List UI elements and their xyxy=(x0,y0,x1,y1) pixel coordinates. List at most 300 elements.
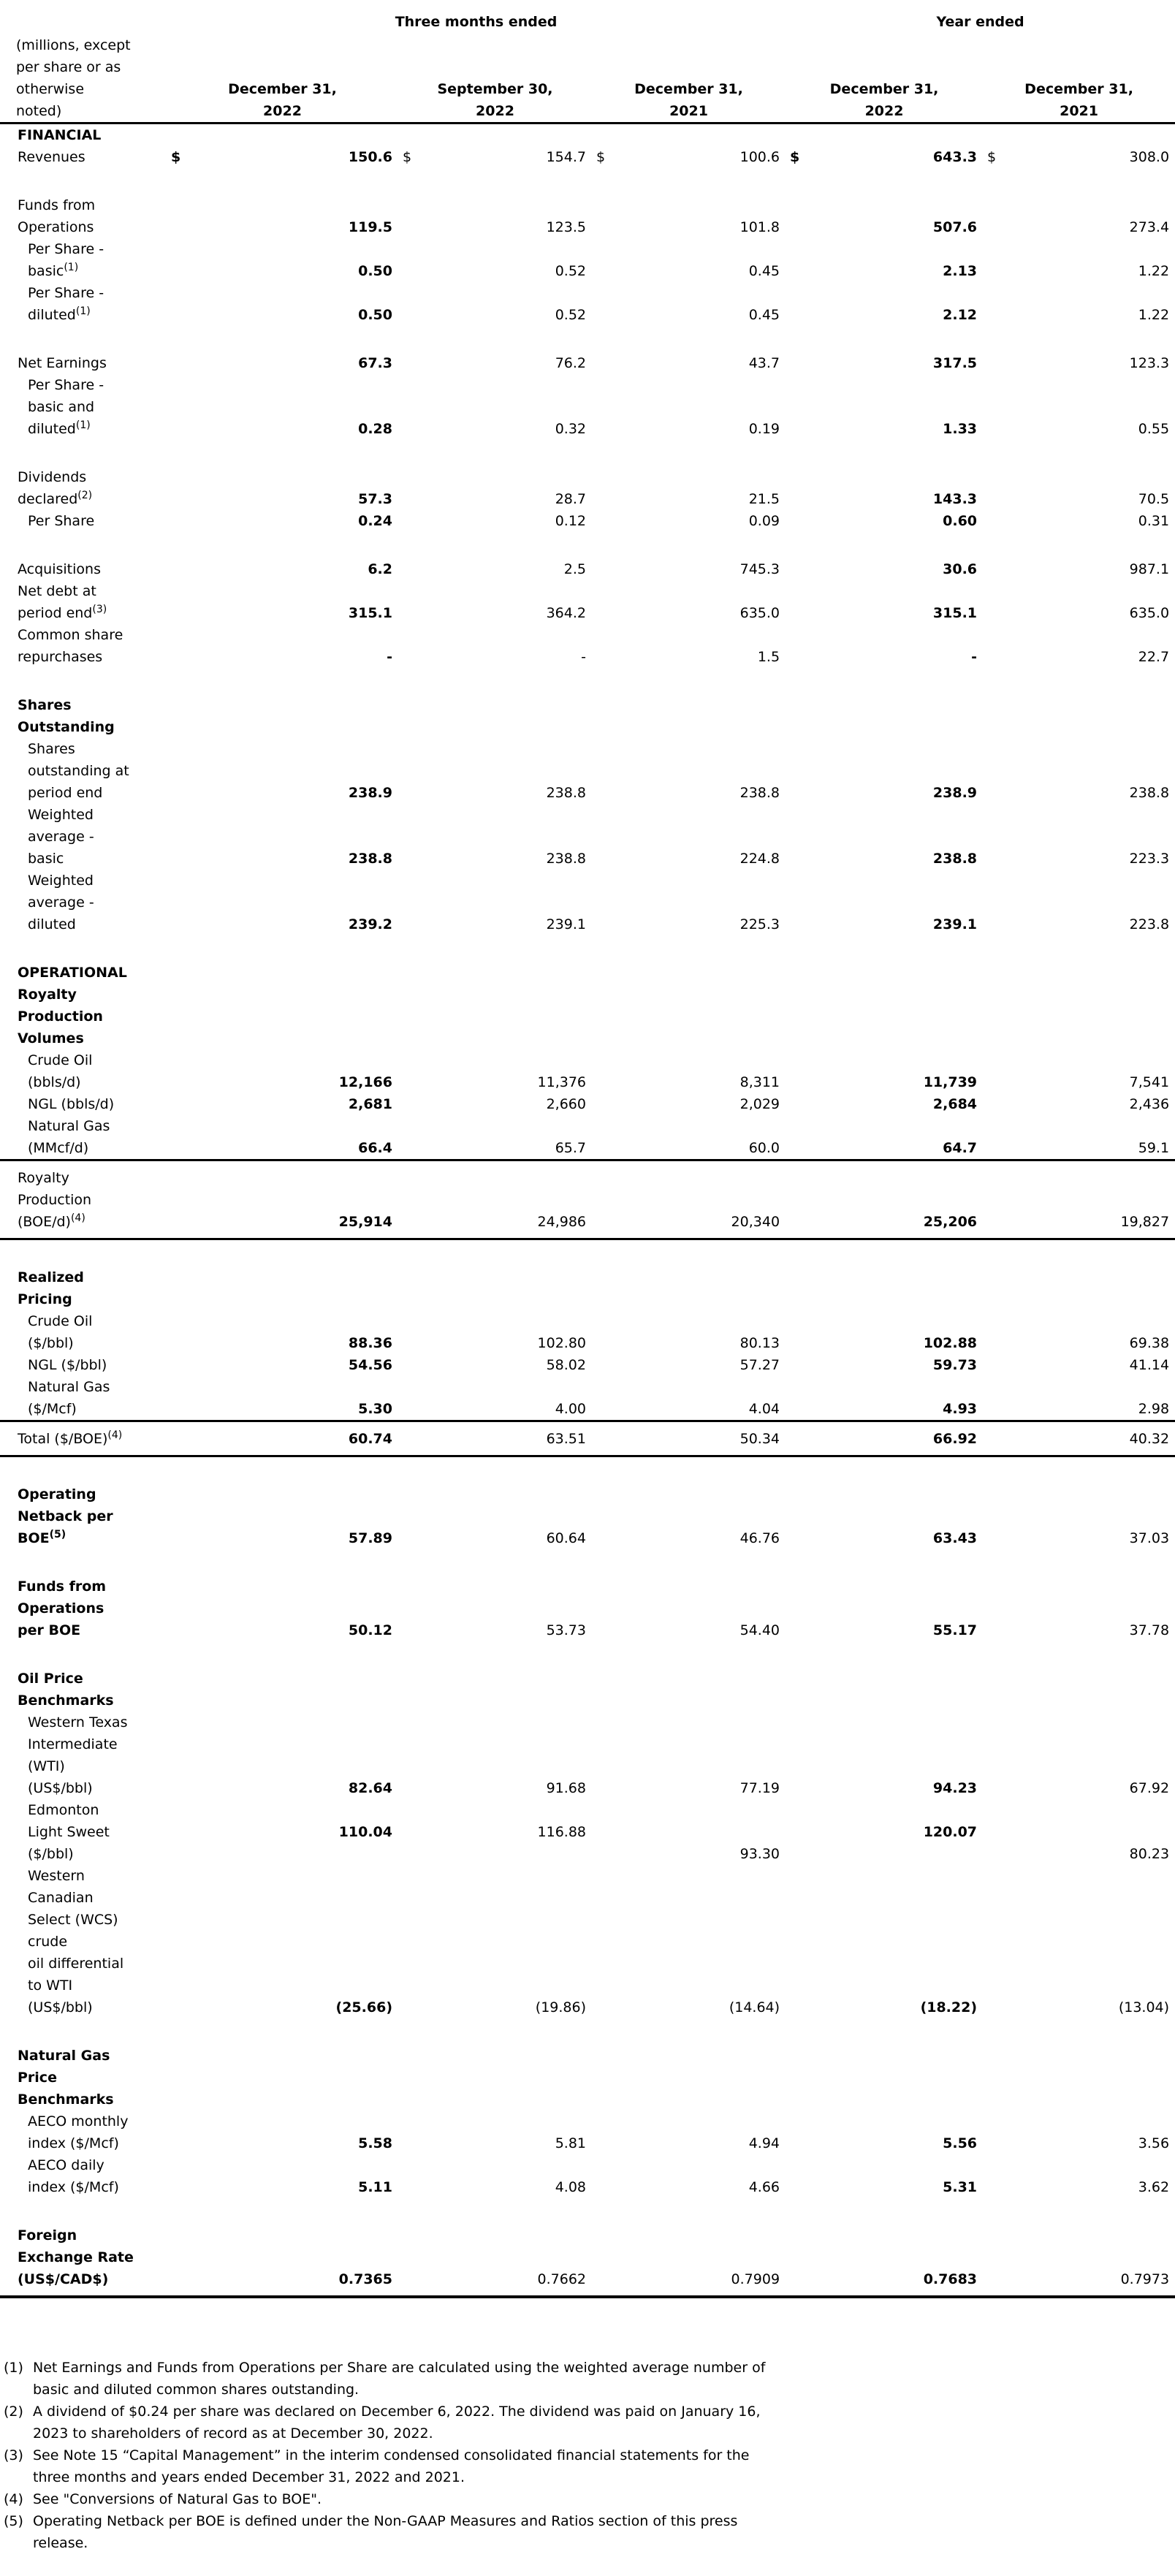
cell-value: 2.98 xyxy=(1138,1401,1170,1417)
spacer-cell xyxy=(0,326,1175,352)
dollar-sign xyxy=(592,624,618,668)
dollar-sign xyxy=(786,1421,812,1456)
row-label: NGL (bbls/d) xyxy=(28,1096,115,1112)
dollar-sign xyxy=(592,1115,618,1160)
dollar-sign xyxy=(786,1160,812,1239)
spacer-cell xyxy=(0,1456,1175,1484)
dollar-sign xyxy=(983,624,1009,668)
footnotes xyxy=(0,2357,1175,2554)
dollar-sign xyxy=(983,1160,1009,1239)
dollar-sign xyxy=(398,1160,425,1239)
row-label: Western Canadian Select (WCS) crude oil differential to WTI (US$/bbl) xyxy=(28,1868,124,2015)
dollar-sign xyxy=(167,238,193,282)
spacer-row xyxy=(0,440,1175,466)
dollar-sign xyxy=(983,1115,1009,1160)
section-label: Realized Pricing xyxy=(18,1269,84,1307)
cell-value: 123.3 xyxy=(1129,355,1170,371)
dollar-sign xyxy=(398,1865,425,2018)
table-row xyxy=(0,580,1175,624)
dollar-sign xyxy=(398,282,425,326)
table-row xyxy=(0,1354,1175,1376)
dollar-sign xyxy=(167,804,193,870)
dollar-sign xyxy=(786,1266,812,1310)
table-row xyxy=(0,374,1175,440)
dollar-sign xyxy=(983,194,1009,238)
dollar-sign xyxy=(786,1093,812,1115)
dollar-sign xyxy=(786,2154,812,2198)
footnote-item xyxy=(4,2357,1175,2401)
dollar-sign xyxy=(398,1799,425,1865)
footnote-item xyxy=(4,2444,1175,2488)
dollar-sign xyxy=(786,1668,812,1711)
dollar-sign xyxy=(983,466,1009,510)
cell-value: 54.40 xyxy=(739,1622,780,1638)
cell-value: 2.5 xyxy=(563,561,586,577)
dollar-sign xyxy=(983,580,1009,624)
column-header: December 31, 2022 xyxy=(786,34,983,124)
cell-value: 0.31 xyxy=(1138,513,1170,529)
dollar-sign xyxy=(398,1711,425,1799)
spacer-row xyxy=(0,1641,1175,1668)
dollar-sign xyxy=(983,1711,1009,1799)
dollar-sign xyxy=(983,1049,1009,1093)
footnote-item xyxy=(4,2401,1175,2444)
dollar-sign xyxy=(398,2045,425,2110)
dollar-sign xyxy=(167,1865,193,2018)
row-label: Per Share xyxy=(28,513,95,529)
cell-value: 2,681 xyxy=(348,1096,392,1112)
group-header-year: Year ended xyxy=(936,14,1024,30)
cell-value xyxy=(618,962,786,984)
dollar-sign xyxy=(983,352,1009,374)
dollar-sign xyxy=(786,580,812,624)
dollar-sign xyxy=(398,194,425,238)
footnote-marker: (4) xyxy=(4,2491,23,2507)
cell-value: 69.38 xyxy=(1129,1335,1170,1351)
cell-value: 100.6 xyxy=(739,149,780,165)
cell-value: 238.8 xyxy=(932,851,978,867)
dollar-sign xyxy=(786,124,812,147)
dollar-sign xyxy=(592,804,618,870)
cell-value: 238.8 xyxy=(739,785,780,801)
dollar-sign xyxy=(167,374,193,440)
cell-value: 0.09 xyxy=(748,513,780,529)
dollar-sign xyxy=(786,510,812,532)
cell-value: 25,914 xyxy=(338,1214,392,1230)
cell-value xyxy=(425,2045,592,2110)
cell-value: 273.4 xyxy=(1129,219,1170,235)
cell-value: 0.7365 xyxy=(338,2271,392,2287)
cell-value: - xyxy=(971,649,978,665)
cell-value: 88.36 xyxy=(348,1335,392,1351)
cell-value: (19.86) xyxy=(535,1999,586,2015)
cell-value: 4.08 xyxy=(555,2179,586,2195)
cell-value xyxy=(193,124,398,147)
table-row xyxy=(0,804,1175,870)
spacer-row xyxy=(0,935,1175,962)
dollar-sign xyxy=(786,1049,812,1093)
dollar-sign xyxy=(167,962,193,984)
cell-value: 12,166 xyxy=(338,1074,392,1090)
spacer-cell xyxy=(0,1549,1175,1576)
cell-value: 101.8 xyxy=(739,219,780,235)
column-header: December 31, 2022 xyxy=(167,34,398,124)
cell-value xyxy=(618,984,786,1049)
dollar-sign xyxy=(592,1421,618,1456)
dollar-sign xyxy=(786,1310,812,1354)
cell-value: 1.33 xyxy=(943,421,978,437)
dollar-sign xyxy=(592,466,618,510)
cell-value: 745.3 xyxy=(739,561,780,577)
cell-value: 55.17 xyxy=(932,1622,978,1638)
dollar-sign xyxy=(592,124,618,147)
cell-value: 1.22 xyxy=(1138,307,1170,323)
cell-value xyxy=(1009,1266,1175,1310)
dollar-sign xyxy=(592,2045,618,2110)
cell-value xyxy=(812,2045,983,2110)
cell-value xyxy=(812,962,983,984)
cell-value: 5.31 xyxy=(943,2179,978,2195)
units-note: (millions, except per share or as otherwise noted) xyxy=(0,34,167,124)
cell-value: 238.8 xyxy=(348,851,392,867)
table-row xyxy=(0,352,1175,374)
dollar-sign xyxy=(786,1711,812,1799)
spacer-row xyxy=(0,2018,1175,2045)
table-row xyxy=(0,558,1175,580)
spacer-row xyxy=(0,2198,1175,2224)
row-label: AECO monthly index ($/Mcf) xyxy=(28,2113,129,2151)
cell-value: 0.12 xyxy=(555,513,586,529)
cell-value: 65.7 xyxy=(555,1140,586,1156)
cell-value: 0.28 xyxy=(358,421,392,437)
dollar-sign xyxy=(167,694,193,738)
dollar-sign xyxy=(592,2154,618,2198)
dollar-sign xyxy=(398,1115,425,1160)
row-label: Crude Oil ($/bbl) xyxy=(28,1313,93,1351)
table-row xyxy=(0,1093,1175,1115)
table-row xyxy=(0,1376,1175,1421)
cell-value xyxy=(1009,124,1175,147)
cell-value: 308.0 xyxy=(1129,149,1170,165)
dollar-sign xyxy=(398,694,425,738)
dollar-sign xyxy=(167,1483,193,1549)
dollar-sign xyxy=(398,962,425,984)
dollar-sign xyxy=(167,1421,193,1456)
cell-value: 0.52 xyxy=(555,263,586,279)
cell-value: 19,827 xyxy=(1120,1214,1170,1230)
cell-value: 37.78 xyxy=(1129,1622,1170,1638)
dollar-sign xyxy=(592,2224,618,2297)
cell-value: 507.6 xyxy=(932,219,978,235)
cell-value: 5.30 xyxy=(358,1401,392,1417)
dollar-sign xyxy=(592,282,618,326)
table-row xyxy=(0,1421,1175,1456)
footnote-reference: (2) xyxy=(77,490,93,501)
cell-value: 63.51 xyxy=(546,1431,586,1447)
table-row xyxy=(0,1160,1175,1239)
cell-value: 225.3 xyxy=(739,916,780,932)
dollar-sign xyxy=(983,282,1009,326)
dollar-sign xyxy=(983,1483,1009,1549)
dollar-sign xyxy=(786,962,812,984)
table-row xyxy=(0,870,1175,935)
section-row xyxy=(0,1668,1175,1711)
spacer-row xyxy=(0,326,1175,352)
dollar-sign xyxy=(167,984,193,1049)
dollar-sign xyxy=(167,1799,193,1865)
dollar-sign xyxy=(167,1160,193,1239)
cell-value: 93.30 xyxy=(739,1846,780,1862)
dollar-sign xyxy=(398,804,425,870)
dollar-sign xyxy=(167,1310,193,1354)
cell-value: 5.56 xyxy=(943,2135,978,2151)
cell-value: 70.5 xyxy=(1138,491,1170,507)
spacer-row xyxy=(0,668,1175,694)
dollar-sign xyxy=(983,2224,1009,2297)
dollar-sign xyxy=(398,238,425,282)
dollar-sign xyxy=(592,984,618,1049)
dollar-sign xyxy=(398,738,425,804)
row-label: Common share repurchases xyxy=(18,627,123,665)
column-header: September 30, 2022 xyxy=(398,34,592,124)
cell-value: 58.02 xyxy=(546,1357,586,1373)
cell-value: - xyxy=(387,649,392,665)
cell-value: 0.7662 xyxy=(537,2271,586,2287)
cell-value: 224.8 xyxy=(739,851,780,867)
dollar-sign xyxy=(167,738,193,804)
table-row xyxy=(0,1483,1175,1549)
table-row xyxy=(0,1576,1175,1641)
dollar-sign xyxy=(398,1576,425,1641)
dollar-sign xyxy=(983,2110,1009,2154)
cell-value: 2,684 xyxy=(932,1096,978,1112)
spacer-cell xyxy=(0,935,1175,962)
dollar-sign xyxy=(167,1354,193,1376)
dollar-sign xyxy=(398,466,425,510)
cell-value: 80.13 xyxy=(739,1335,780,1351)
dollar-sign xyxy=(592,1576,618,1641)
cell-value xyxy=(425,984,592,1049)
cell-value xyxy=(618,124,786,147)
dollar-sign xyxy=(167,1711,193,1799)
row-label: Natural Gas (MMcf/d) xyxy=(28,1118,110,1156)
cell-value: 66.92 xyxy=(932,1431,978,1447)
dollar-sign xyxy=(398,1310,425,1354)
dollar-sign xyxy=(398,2154,425,2198)
cell-value: 223.3 xyxy=(1129,851,1170,867)
dollar-sign xyxy=(167,1576,193,1641)
dollar-sign xyxy=(592,1049,618,1093)
spacer-row xyxy=(0,532,1175,558)
footnote-marker: (5) xyxy=(4,2513,23,2529)
table-row xyxy=(0,146,1175,168)
cell-value: 0.7683 xyxy=(923,2271,978,2287)
cell-value: 67.92 xyxy=(1129,1780,1170,1796)
cell-value: 8,311 xyxy=(739,1074,780,1090)
corner-cell xyxy=(0,0,167,34)
dollar-sign xyxy=(786,804,812,870)
dollar-sign xyxy=(592,374,618,440)
dollar-sign xyxy=(786,238,812,282)
section-label: Shares Outstanding xyxy=(18,697,115,735)
dollar-sign xyxy=(167,2224,193,2297)
cell-value: 11,376 xyxy=(537,1074,586,1090)
footnote-marker: (1) xyxy=(4,2360,23,2376)
dollar-sign xyxy=(167,2045,193,2110)
spacer-cell xyxy=(0,1641,1175,1668)
dollar-sign xyxy=(983,510,1009,532)
dollar-sign xyxy=(592,1483,618,1549)
table-row xyxy=(0,466,1175,510)
dollar-sign xyxy=(592,238,618,282)
dollar-sign xyxy=(592,558,618,580)
cell-value: 25,206 xyxy=(923,1214,978,1230)
cell-value xyxy=(812,124,983,147)
row-label: Net debt at period end$^{(3)}$ xyxy=(18,583,107,621)
row-label: Revenues xyxy=(18,149,85,165)
dollar-sign xyxy=(592,1266,618,1310)
group-header-three-months: Three months ended xyxy=(395,14,558,30)
cell-value: 5.11 xyxy=(358,2179,392,2195)
dollar-sign: $ xyxy=(403,149,412,165)
row-label: Per Share - basic and diluted$^{(1)}$ xyxy=(28,377,104,437)
spacer-cell xyxy=(0,532,1175,558)
cell-value: 5.81 xyxy=(555,2135,586,2151)
cell-value: 2,660 xyxy=(546,1096,586,1112)
row-label: Funds from Operations per BOE xyxy=(18,1578,107,1638)
cell-value xyxy=(812,694,983,738)
dollar-sign xyxy=(398,1266,425,1310)
footnote-item xyxy=(4,2488,1175,2510)
cell-value: 143.3 xyxy=(932,491,978,507)
cell-value: 0.19 xyxy=(748,421,780,437)
dollar-sign xyxy=(786,352,812,374)
dollar-sign xyxy=(983,984,1009,1049)
dollar-sign xyxy=(983,1668,1009,1711)
table-row xyxy=(0,1115,1175,1160)
dollar-sign xyxy=(786,2110,812,2154)
cell-value: 57.3 xyxy=(358,491,392,507)
dollar-sign xyxy=(167,624,193,668)
cell-value xyxy=(618,2045,786,2110)
cell-value: 28.7 xyxy=(555,491,586,507)
dollar-sign xyxy=(983,738,1009,804)
cell-value: 102.88 xyxy=(923,1335,978,1351)
table-row xyxy=(0,238,1175,282)
dollar-sign xyxy=(398,984,425,1049)
cell-value: - xyxy=(581,649,586,665)
cell-value: 43.7 xyxy=(748,355,780,371)
cell-value: (18.22) xyxy=(920,1999,978,2015)
cell-value: 40.32 xyxy=(1129,1431,1170,1447)
dollar-sign xyxy=(786,558,812,580)
cell-value: 91.68 xyxy=(546,1780,586,1796)
dollar-sign xyxy=(398,374,425,440)
dollar-sign xyxy=(167,124,193,147)
cell-value: 54.56 xyxy=(348,1357,392,1373)
dollar-sign xyxy=(786,1376,812,1421)
cell-value: 2,436 xyxy=(1129,1096,1170,1112)
dollar-sign xyxy=(786,624,812,668)
table-row xyxy=(0,2154,1175,2198)
table-row xyxy=(0,2224,1175,2297)
dollar-sign xyxy=(786,194,812,238)
column-header-row xyxy=(0,34,1175,124)
row-label: Total ($/BOE)$^{(4)}$ xyxy=(18,1429,123,1447)
section-label: OPERATIONAL xyxy=(18,965,127,981)
section-label: Oil Price Benchmarks xyxy=(18,1671,114,1709)
cell-value xyxy=(1009,694,1175,738)
footnote-text: A dividend of $0.24 per share was declared on December 6, 2022. The dividend was paid on January 16, 2023 to shareholders of record as at December 30, 2022. xyxy=(33,2404,761,2442)
dollar-sign xyxy=(786,870,812,935)
dollar-sign xyxy=(592,1160,618,1239)
cell-value: 987.1 xyxy=(1129,561,1170,577)
cell-value: 154.7 xyxy=(546,149,586,165)
cell-value: 239.1 xyxy=(932,916,978,932)
dollar-sign xyxy=(983,962,1009,984)
cell-value: 6.2 xyxy=(368,561,392,577)
cell-value: 76.2 xyxy=(555,355,586,371)
spacer-cell xyxy=(0,168,1175,194)
cell-value: 50.34 xyxy=(739,1431,780,1447)
dollar-sign xyxy=(786,374,812,440)
cell-value: 46.76 xyxy=(739,1530,780,1546)
dollar-sign xyxy=(592,1865,618,2018)
cell-value: 22.7 xyxy=(1138,649,1170,665)
section-row xyxy=(0,124,1175,147)
table-row xyxy=(0,1865,1175,2018)
cell-value: 238.8 xyxy=(546,851,586,867)
dollar-sign xyxy=(983,1354,1009,1376)
row-label: Shares outstanding at period end xyxy=(28,741,129,801)
section-row xyxy=(0,694,1175,738)
table-row xyxy=(0,282,1175,326)
spacer-cell xyxy=(0,2198,1175,2224)
dollar-sign xyxy=(398,2110,425,2154)
dollar-sign xyxy=(592,870,618,935)
row-label: Natural Gas ($/Mcf) xyxy=(28,1379,110,1417)
cell-value: 238.9 xyxy=(932,785,978,801)
spacer-cell xyxy=(0,2018,1175,2045)
cell-value: 102.80 xyxy=(537,1335,586,1351)
row-label: Per Share - diluted$^{(1)}$ xyxy=(28,285,104,323)
cell-value: 315.1 xyxy=(932,605,978,621)
table-row xyxy=(0,510,1175,532)
section-label: Royalty Production Volumes xyxy=(18,987,103,1046)
cell-value: 41.14 xyxy=(1129,1357,1170,1373)
dollar-sign xyxy=(592,352,618,374)
dollar-sign xyxy=(983,1576,1009,1641)
cell-value: 24,986 xyxy=(537,1214,586,1230)
dollar-sign xyxy=(398,124,425,147)
dollar-sign: $ xyxy=(171,149,181,165)
dollar-sign xyxy=(983,558,1009,580)
cell-value: 20,340 xyxy=(731,1214,780,1230)
dollar-sign xyxy=(786,738,812,804)
cell-value xyxy=(425,124,592,147)
footnote-reference: (4) xyxy=(107,1429,123,1441)
cell-value: 643.3 xyxy=(932,149,978,165)
row-label: Weighted average - diluted xyxy=(28,873,94,932)
cell-value: 60.64 xyxy=(546,1530,586,1546)
cell-value: 1.22 xyxy=(1138,263,1170,279)
dollar-sign xyxy=(592,194,618,238)
cell-value xyxy=(193,694,398,738)
period-group-header-row xyxy=(0,0,1175,34)
cell-value xyxy=(193,962,398,984)
dollar-sign xyxy=(167,1093,193,1115)
footnote-text: Operating Netback per BOE is defined under the Non-GAAP Measures and Ratios section of this press release. xyxy=(33,2513,738,2551)
